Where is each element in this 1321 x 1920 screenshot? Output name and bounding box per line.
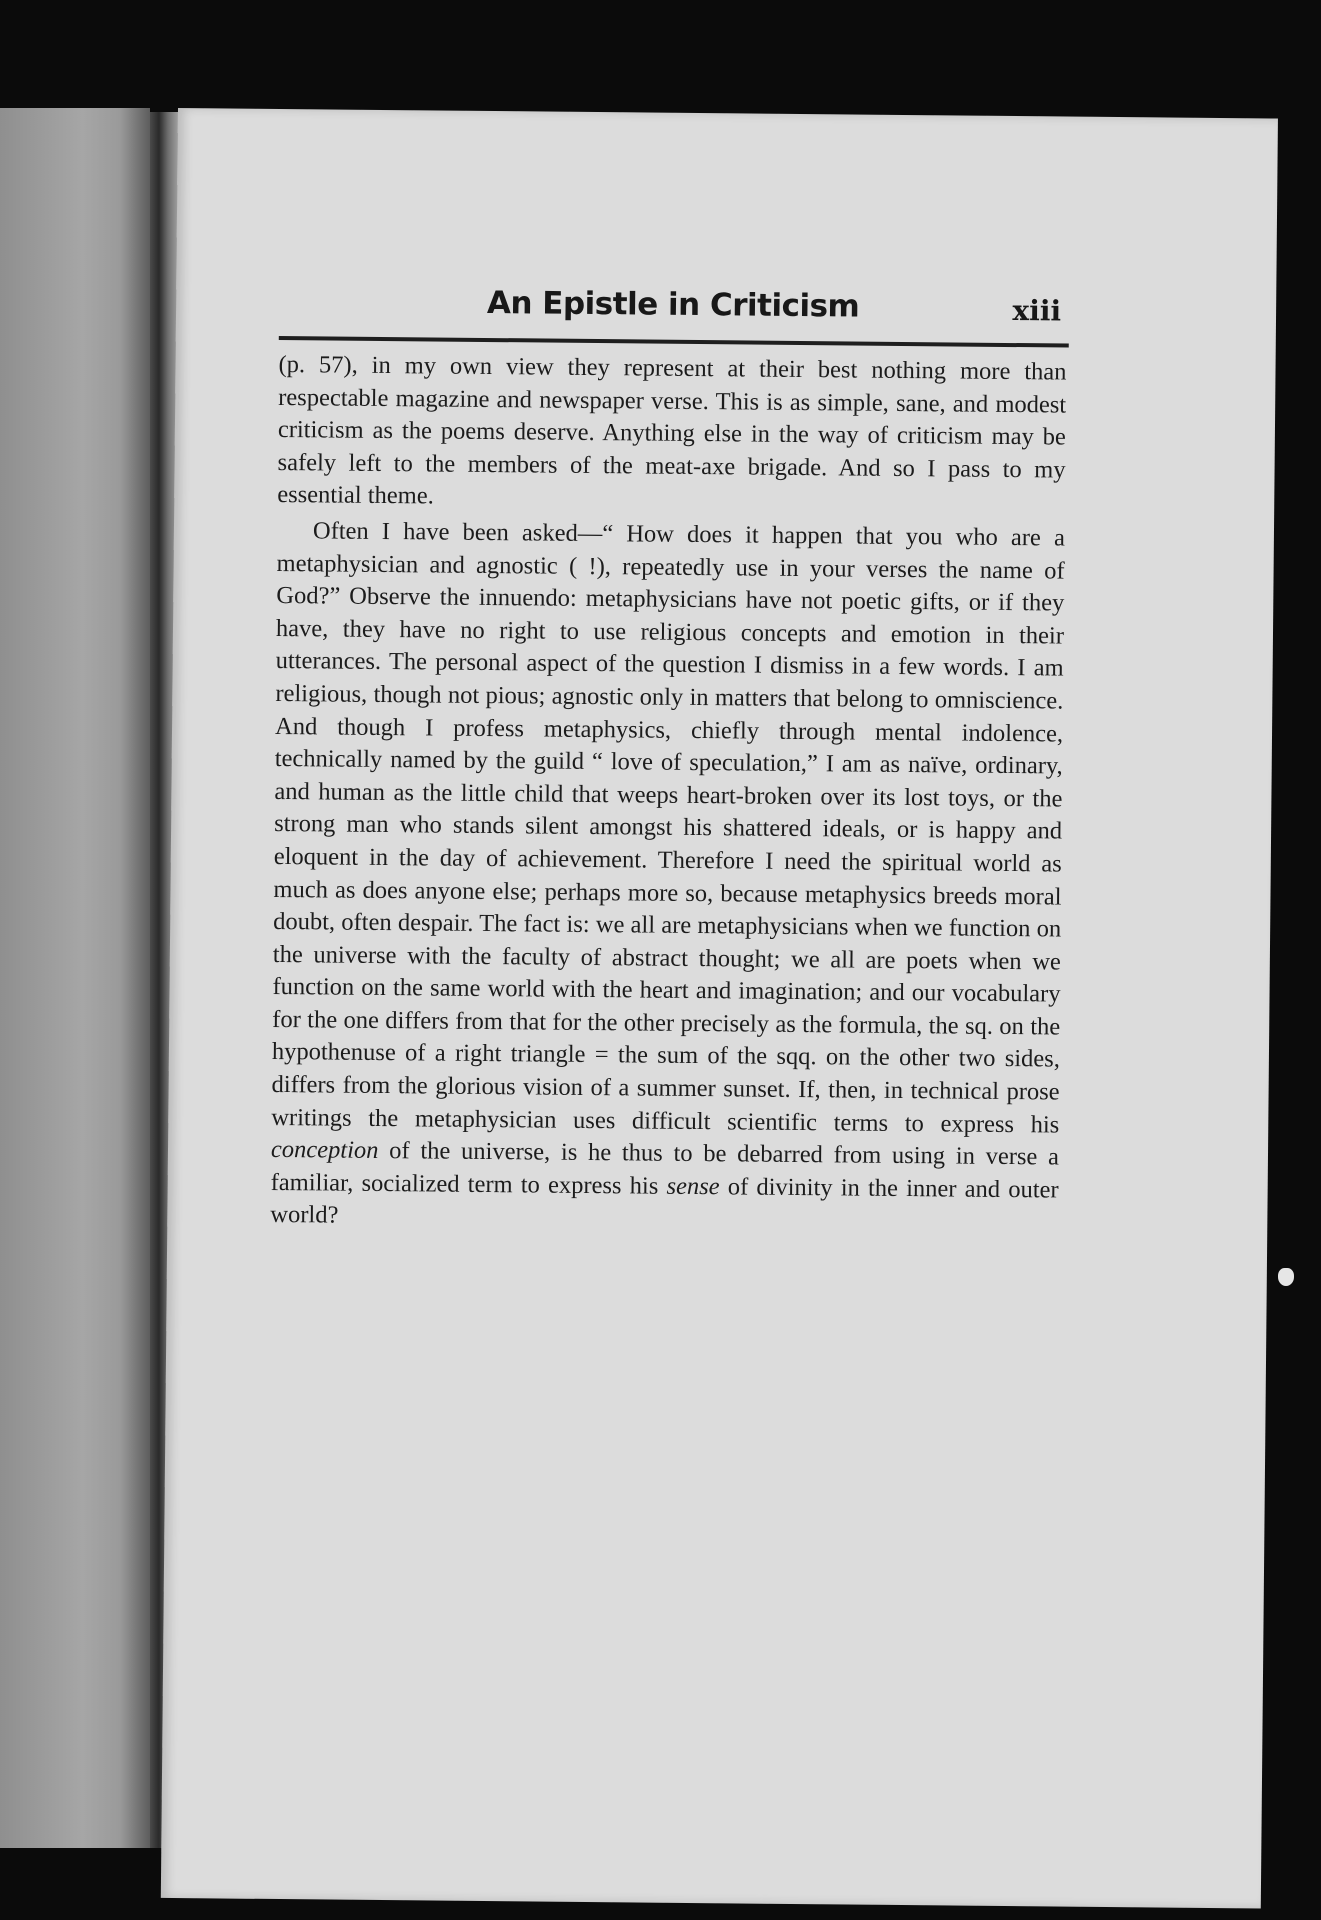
paragraph-2-tail-2: of divinity in the inner and outer world?	[270, 1173, 1059, 1230]
page-header	[279, 279, 1067, 337]
paragraph-1: (p. 57), in my own view they represent at their best nothing more than respectable magazine and newspaper verse. This is as simple, sane, and modest criticism as the poems deserve. Anything else in the way of criticism may be safely left to the members of the meat-axe brigade. And so I pass to my essential theme.	[277, 350, 1067, 510]
page-edge-mark	[1278, 1268, 1294, 1286]
page-number: xiii	[1012, 294, 1062, 328]
book-page	[161, 108, 1278, 1908]
paragraph-2-tail-1: of the universe, is he thus to be debarred from using in verse a familiar, socialized term to express his	[270, 1137, 1060, 1200]
paragraph-2	[270, 515, 1065, 1240]
header-rule	[279, 336, 1069, 348]
facing-page-edge	[0, 108, 150, 1848]
body-text	[270, 349, 1066, 1240]
italic-word-conception: conception	[270, 1136, 379, 1165]
running-title: An Epistle in Criticism	[486, 284, 860, 325]
paragraph-2-text: Often I have been asked—“ How does it happen that you who are a metaphysician and agnostic ( !), repeatedly use in your verses the name of God?” Observe the innuendo: metaphysicians have not poetic gifts, or if they have, they have no right to use religious concepts and emotion in their utterances. The personal aspect of the question I dismiss in a few words. I am religious, though not pious; agnostic only in matters that belong to omniscience. And though I profess metaphysics, chiefly through mental indolence, technically named by the guild “ love of speculation,” I am as naïve, ordinary, and human as the little child that weeps heart-broken over its lost toys, or the strong man who stands silent amongst his shattered ideals, or is happy and eloquent in the day of achievement. Therefore I need the spiritual world as much as does anyone else; perhaps more so, because metaphysics breeds moral doubt, often despair. The fact is: we all are metaphysicians when we function on the universe with the faculty of abstract thought; we all are poets when we function on the same world with the heart and imagination; and our vocabulary for the one differs from that for the other precisely as the formula, the sq. on the hypothenuse of a right triangle = the sum of the sqq. on the other two sides, differs from the glorious vision of a summer sunset. If, then, in technical prose writings the metaphysician uses difficult scientific terms to express his	[271, 517, 1066, 1139]
italic-word-sense: sense	[666, 1172, 720, 1201]
